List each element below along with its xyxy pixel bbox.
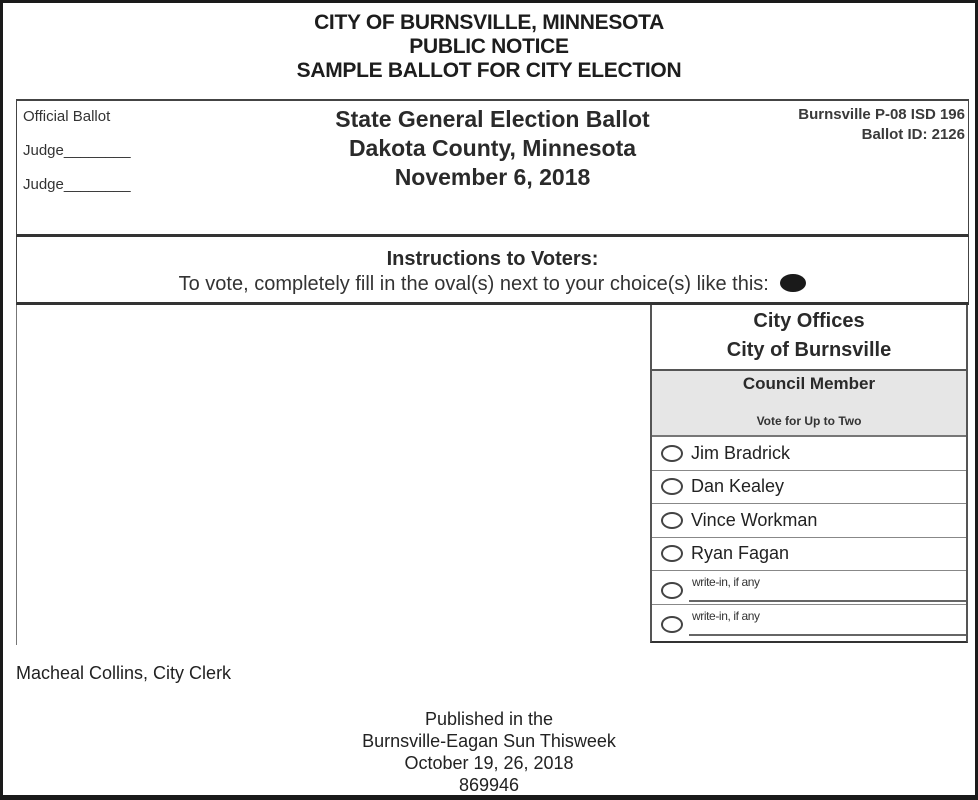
office-title <box>652 305 966 371</box>
publication-id: 869946 <box>458 775 520 795</box>
instructions-text: To vote, completely fill in the oval(s) next to your choice(s) like this: <box>178 273 769 295</box>
notice-header-line: SAMPLE BALLOT FOR CITY ELECTION <box>296 59 682 82</box>
write-in-row[interactable] <box>652 605 966 639</box>
city-clerk-signature: Macheal Collins, City Clerk <box>16 663 232 683</box>
ballot-date: November 6, 2018 <box>394 164 591 190</box>
candidate-name: Ryan Fagan <box>691 543 790 564</box>
empty-oval-icon[interactable] <box>661 445 683 462</box>
notice-header-line: CITY OF BURNSVILLE, MINNESOTA <box>314 11 664 34</box>
empty-oval-icon[interactable] <box>661 512 683 529</box>
candidate-row[interactable] <box>652 538 966 572</box>
empty-oval-icon[interactable] <box>661 582 683 599</box>
office-line: City of Burnsville <box>726 339 892 361</box>
empty-oval-icon[interactable] <box>661 478 683 495</box>
empty-oval-icon[interactable] <box>661 616 683 633</box>
notice-header-line: PUBLIC NOTICE <box>409 35 569 58</box>
office-line: City Offices <box>753 310 865 332</box>
ballot-header <box>16 99 969 237</box>
notice-header <box>3 11 975 83</box>
publication-line: Published in the <box>424 709 554 729</box>
precinct-label: Burnsville P-08 ISD 196 <box>798 106 965 123</box>
candidate-name: Jim Bradrick <box>691 442 791 463</box>
instructions-title: Instructions to Voters: <box>386 248 599 270</box>
ballot-county: Dakota County, Minnesota <box>348 135 637 161</box>
candidate-name: Dan Kealey <box>691 476 785 497</box>
candidate-name: Vince Workman <box>691 509 818 530</box>
candidate-row[interactable] <box>652 504 966 538</box>
write-in-line[interactable] <box>689 600 966 602</box>
vote-rule: Vote for Up to Two <box>756 414 862 428</box>
ballot-id: Ballot ID: 2126 <box>861 126 965 143</box>
column-divider <box>16 305 17 645</box>
candidate-row[interactable] <box>652 437 966 471</box>
ballot-header-right <box>798 105 965 145</box>
judge-signature-line: Judge________ <box>23 142 131 159</box>
official-ballot-label: Official Ballot <box>23 108 111 125</box>
candidate-row[interactable] <box>652 471 966 505</box>
voter-instructions <box>16 237 969 305</box>
publication-line: Burnsville-Eagan Sun Thisweek <box>362 731 616 751</box>
race-title: Council Member <box>742 374 876 393</box>
sample-ballot <box>16 99 969 645</box>
contest-council-member <box>650 305 968 643</box>
ballot-title: State General Election Ballot <box>335 106 650 132</box>
judge-signature-line: Judge________ <box>23 176 131 193</box>
empty-oval-icon[interactable] <box>661 545 683 562</box>
publication-line: October 19, 26, 2018 <box>404 753 574 773</box>
publication-info <box>3 708 975 796</box>
write-in-label: write-in, if any <box>692 608 760 623</box>
write-in-label: write-in, if any <box>692 575 760 589</box>
race-header <box>652 371 966 437</box>
write-in-row[interactable] <box>652 571 966 605</box>
instructions-text-row <box>17 271 968 297</box>
write-in-line[interactable] <box>689 634 966 636</box>
filled-oval-icon <box>780 274 806 292</box>
